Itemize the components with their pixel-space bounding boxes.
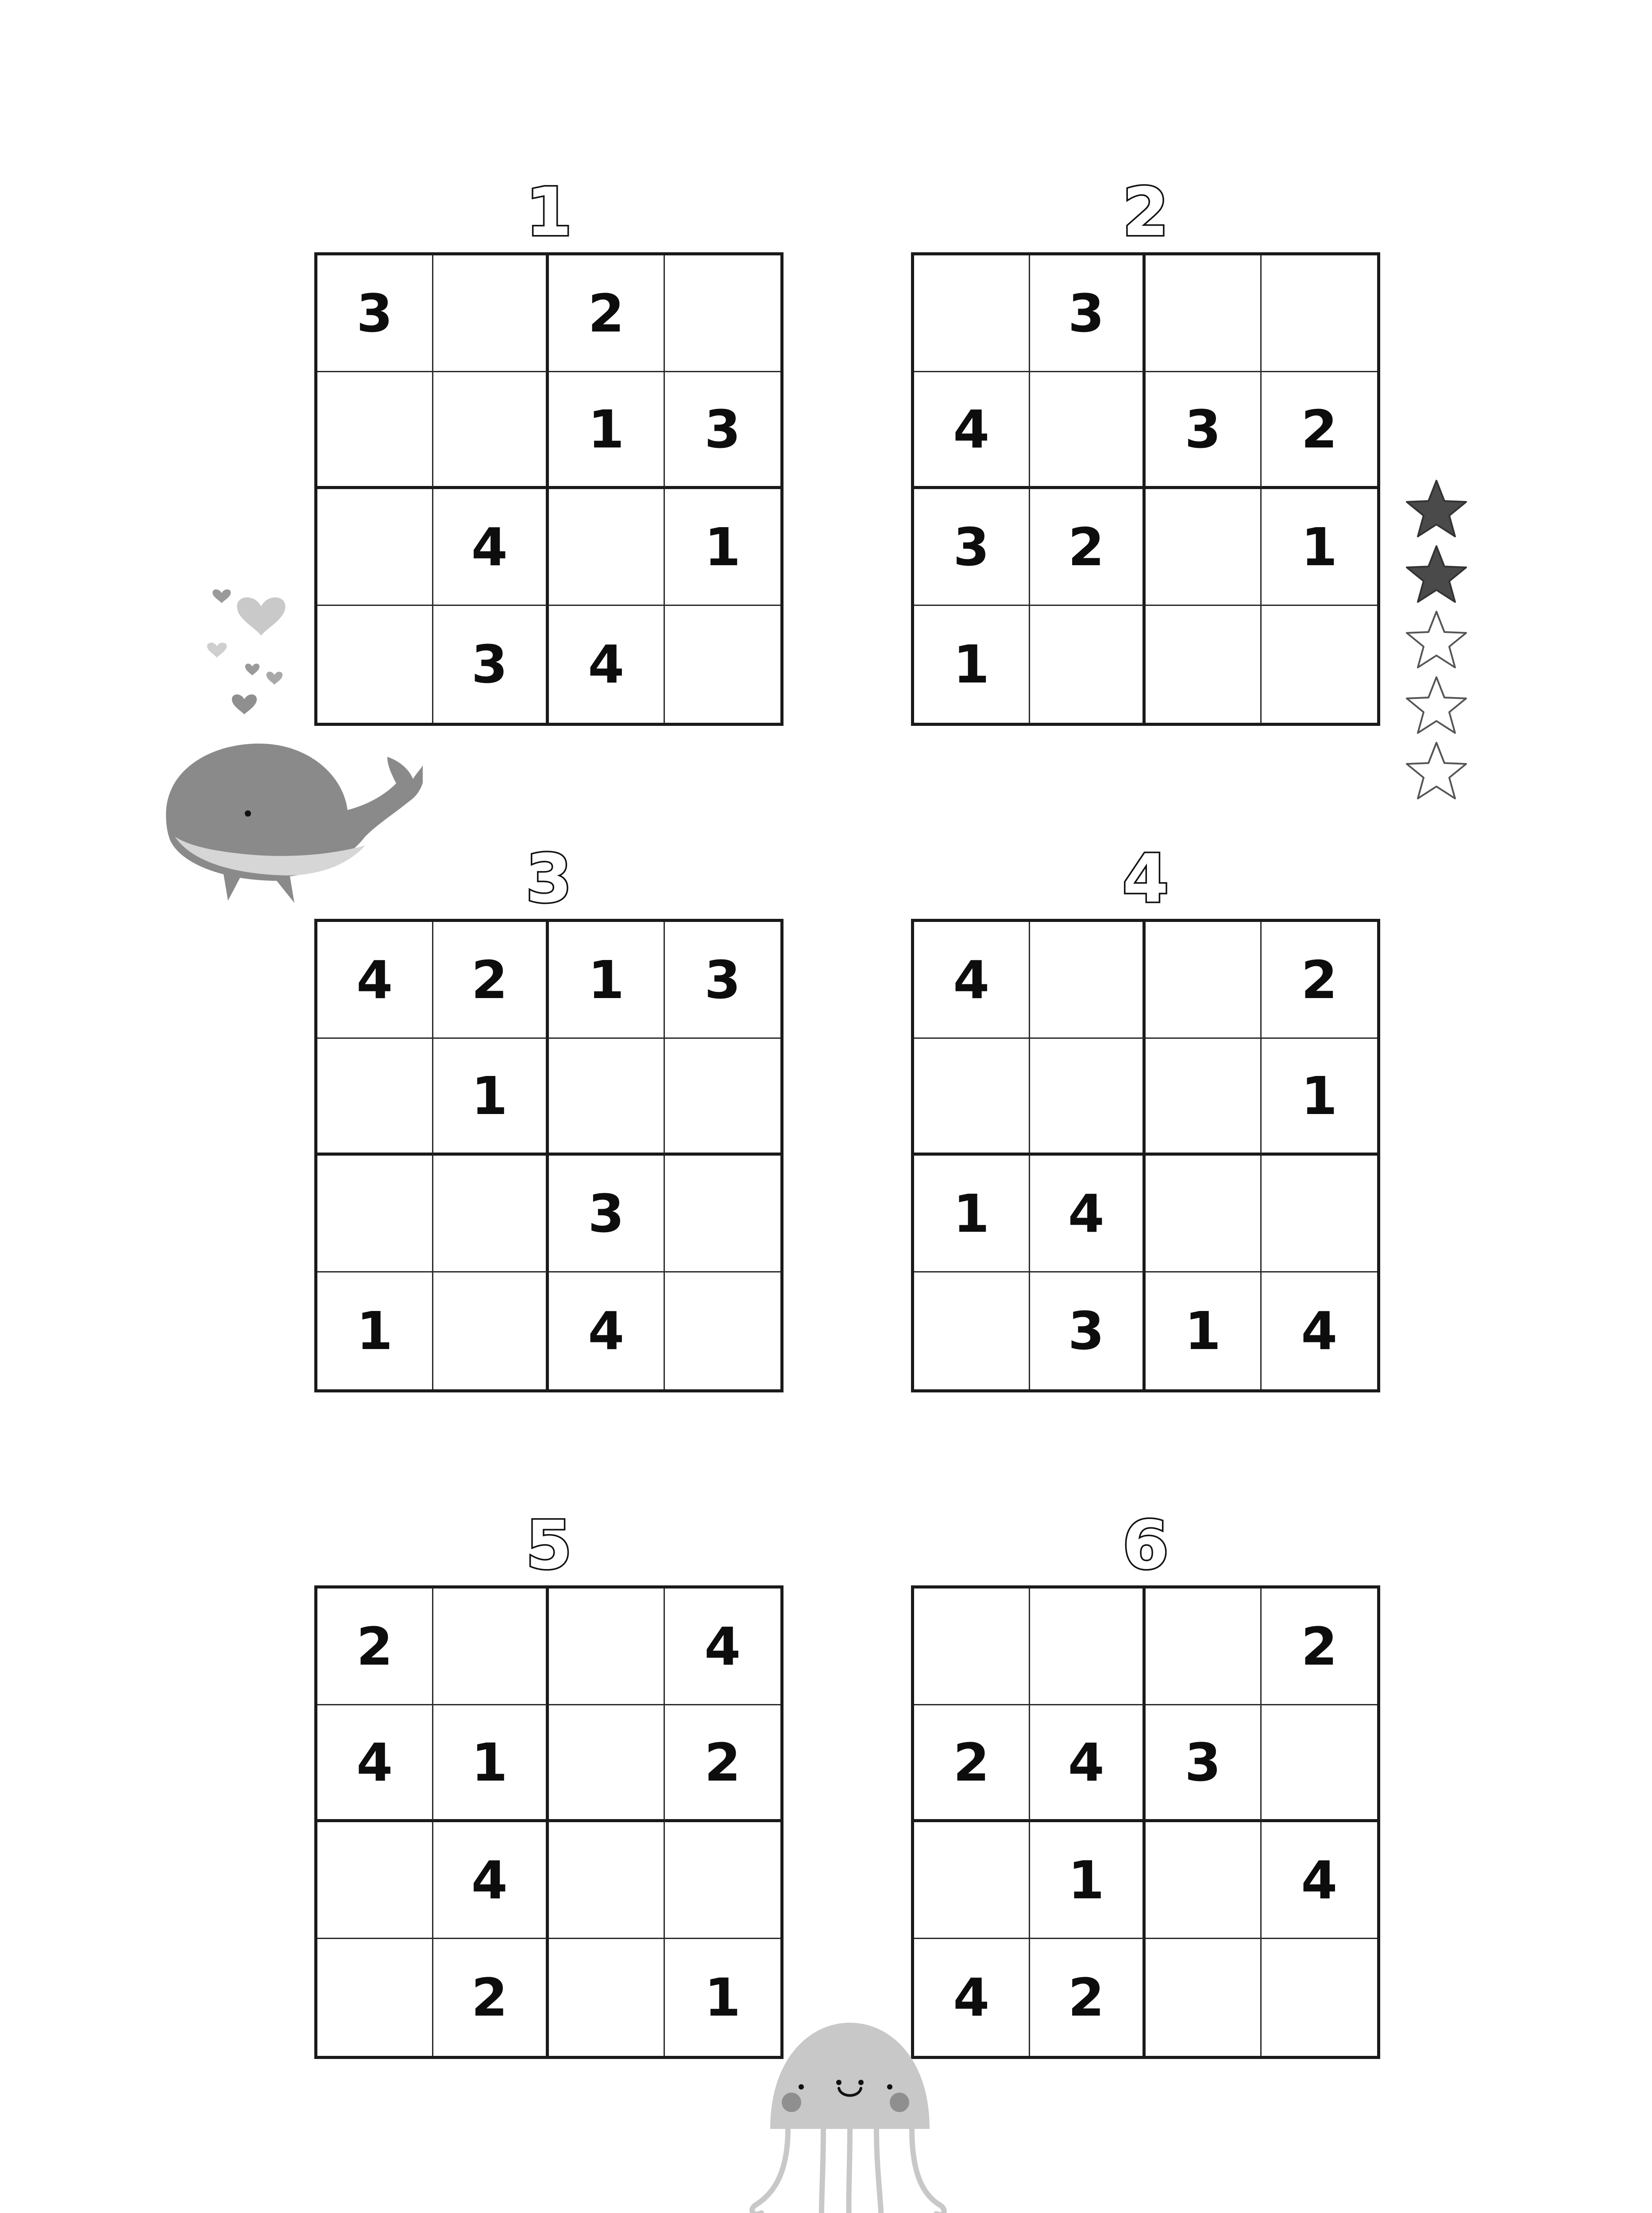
puzzle-number: 3 <box>525 840 572 918</box>
grid-cell[interactable] <box>914 1272 1030 1389</box>
grid-cell[interactable] <box>1146 489 1262 606</box>
grid-cell[interactable]: 3 <box>1146 372 1262 489</box>
puzzle-number: 5 <box>525 1507 572 1584</box>
sudoku-grid <box>314 1585 784 2059</box>
grid-cell[interactable] <box>433 372 549 489</box>
grid-cell[interactable]: 2 <box>549 255 665 372</box>
grid-cell[interactable]: 4 <box>1030 1705 1146 1822</box>
puzzle-number: 1 <box>525 174 572 251</box>
grid-cell[interactable]: 4 <box>433 1822 549 1939</box>
grid-cell[interactable] <box>1262 606 1378 723</box>
grid-cell[interactable] <box>317 1039 433 1156</box>
grid-cell[interactable] <box>317 372 433 489</box>
grid-cell[interactable] <box>317 1156 433 1272</box>
grid-cell[interactable] <box>1262 1939 1378 2056</box>
grid-cell[interactable]: 4 <box>549 1272 665 1389</box>
puzzle-number: 6 <box>1122 1507 1169 1584</box>
grid-cell[interactable] <box>317 1822 433 1939</box>
sudoku-grid <box>911 919 1380 1392</box>
star-filled-icon <box>1403 544 1470 605</box>
grid-cell[interactable]: 4 <box>1262 1822 1378 1939</box>
grid-cell[interactable]: 3 <box>665 922 781 1039</box>
star-empty-icon <box>1403 740 1470 802</box>
jellyfish-icon <box>744 2009 956 2213</box>
grid-cell[interactable] <box>1146 1156 1262 1272</box>
grid-cell[interactable] <box>1030 372 1146 489</box>
grid-cell[interactable] <box>549 1039 665 1156</box>
sudoku-grid <box>911 252 1380 726</box>
grid-cell[interactable] <box>914 255 1030 372</box>
grid-cell[interactable]: 3 <box>665 372 781 489</box>
grid-cell[interactable]: 1 <box>1262 1039 1378 1156</box>
grid-cell[interactable]: 2 <box>317 1588 433 1705</box>
grid-cell[interactable] <box>433 255 549 372</box>
grid-cell[interactable] <box>665 1156 781 1272</box>
grid-cell[interactable]: 3 <box>433 606 549 723</box>
grid-cell[interactable]: 1 <box>665 489 781 606</box>
grid-cell[interactable] <box>665 606 781 723</box>
grid-cell[interactable]: 1 <box>549 922 665 1039</box>
difficulty-rating <box>1403 478 1474 806</box>
grid-cell[interactable] <box>665 1822 781 1939</box>
grid-cell[interactable] <box>1030 1588 1146 1705</box>
grid-cell[interactable] <box>549 489 665 606</box>
grid-cell[interactable]: 4 <box>914 922 1030 1039</box>
grid-cell[interactable] <box>914 1039 1030 1156</box>
grid-cell[interactable] <box>665 1039 781 1156</box>
grid-cell[interactable]: 4 <box>317 1705 433 1822</box>
sudoku-grid <box>314 252 784 726</box>
grid-cell[interactable]: 2 <box>914 1705 1030 1822</box>
grid-cell[interactable]: 4 <box>914 1939 1030 2056</box>
grid-cell[interactable] <box>433 1156 549 1272</box>
grid-cell[interactable]: 2 <box>1030 1939 1146 2056</box>
puzzle-number: 4 <box>1122 840 1169 918</box>
grid-cell[interactable] <box>433 1588 549 1705</box>
grid-cell[interactable] <box>914 1822 1030 1939</box>
grid-cell[interactable] <box>317 606 433 723</box>
grid-cell[interactable] <box>1146 1039 1262 1156</box>
grid-cell[interactable]: 1 <box>317 1272 433 1389</box>
grid-cell[interactable] <box>1146 1588 1262 1705</box>
grid-cell[interactable]: 1 <box>914 1156 1030 1272</box>
grid-cell[interactable]: 1 <box>914 606 1030 723</box>
grid-cell[interactable]: 2 <box>1262 922 1378 1039</box>
grid-cell[interactable] <box>549 1705 665 1822</box>
hearts-icon <box>204 580 305 730</box>
grid-cell[interactable] <box>549 1939 665 2056</box>
grid-cell[interactable] <box>1146 255 1262 372</box>
sudoku-grid <box>911 1585 1380 2059</box>
grid-cell[interactable]: 4 <box>1030 1156 1146 1272</box>
grid-cell[interactable] <box>1262 1156 1378 1272</box>
grid-cell[interactable] <box>1030 606 1146 723</box>
grid-cell[interactable] <box>1030 1039 1146 1156</box>
grid-cell[interactable] <box>317 489 433 606</box>
grid-cell[interactable]: 1 <box>1146 1272 1262 1389</box>
grid-cell[interactable] <box>1262 1705 1378 1822</box>
grid-cell[interactable] <box>1030 922 1146 1039</box>
grid-cell[interactable]: 3 <box>317 255 433 372</box>
grid-cell[interactable]: 4 <box>549 606 665 723</box>
whale-icon <box>157 735 423 912</box>
grid-cell[interactable]: 1 <box>1030 1822 1146 1939</box>
grid-cell[interactable] <box>317 1939 433 2056</box>
grid-cell[interactable]: 2 <box>1262 372 1378 489</box>
grid-cell[interactable]: 1 <box>1262 489 1378 606</box>
grid-cell[interactable]: 3 <box>1146 1705 1262 1822</box>
grid-cell[interactable]: 1 <box>433 1039 549 1156</box>
grid-cell[interactable] <box>433 1272 549 1389</box>
grid-cell[interactable]: 2 <box>1030 489 1146 606</box>
grid-cell[interactable]: 1 <box>704 1967 741 2028</box>
grid-cell[interactable] <box>665 1272 781 1389</box>
grid-cell[interactable] <box>549 1588 665 1705</box>
star-empty-icon <box>1403 675 1470 736</box>
puzzle-number: 2 <box>1122 174 1169 251</box>
grid-cell[interactable]: 2 <box>1262 1588 1378 1705</box>
grid-cell[interactable] <box>665 255 781 372</box>
grid-cell[interactable]: 3 <box>914 489 1030 606</box>
grid-cell[interactable] <box>1146 606 1262 723</box>
grid-cell[interactable] <box>1146 922 1262 1039</box>
grid-cell[interactable]: 2 <box>665 1705 781 1822</box>
grid-cell[interactable]: 3 <box>549 1156 665 1272</box>
grid-cell[interactable]: 1 <box>433 1705 549 1822</box>
grid-cell[interactable]: 1 <box>549 372 665 489</box>
grid-cell[interactable]: 4 <box>433 489 549 606</box>
grid-cell[interactable] <box>1146 1939 1262 2056</box>
grid-cell[interactable]: 2 <box>433 1939 549 2056</box>
grid-cell[interactable]: 3 <box>1030 1272 1146 1389</box>
grid-cell[interactable]: 4 <box>665 1588 781 1705</box>
sudoku-grid <box>314 919 784 1392</box>
grid-cell[interactable]: 3 <box>1030 255 1146 372</box>
grid-cell[interactable]: 2 <box>433 922 549 1039</box>
star-empty-icon <box>1403 609 1470 671</box>
grid-cell[interactable] <box>914 1588 1030 1705</box>
grid-cell[interactable] <box>549 1822 665 1939</box>
grid-cell[interactable] <box>1146 1822 1262 1939</box>
grid-cell[interactable] <box>1262 255 1378 372</box>
grid-cell[interactable]: 4 <box>317 922 433 1039</box>
star-filled-icon <box>1403 478 1470 540</box>
grid-cell[interactable]: 4 <box>1301 1300 1338 1361</box>
grid-cell[interactable]: 4 <box>914 372 1030 489</box>
